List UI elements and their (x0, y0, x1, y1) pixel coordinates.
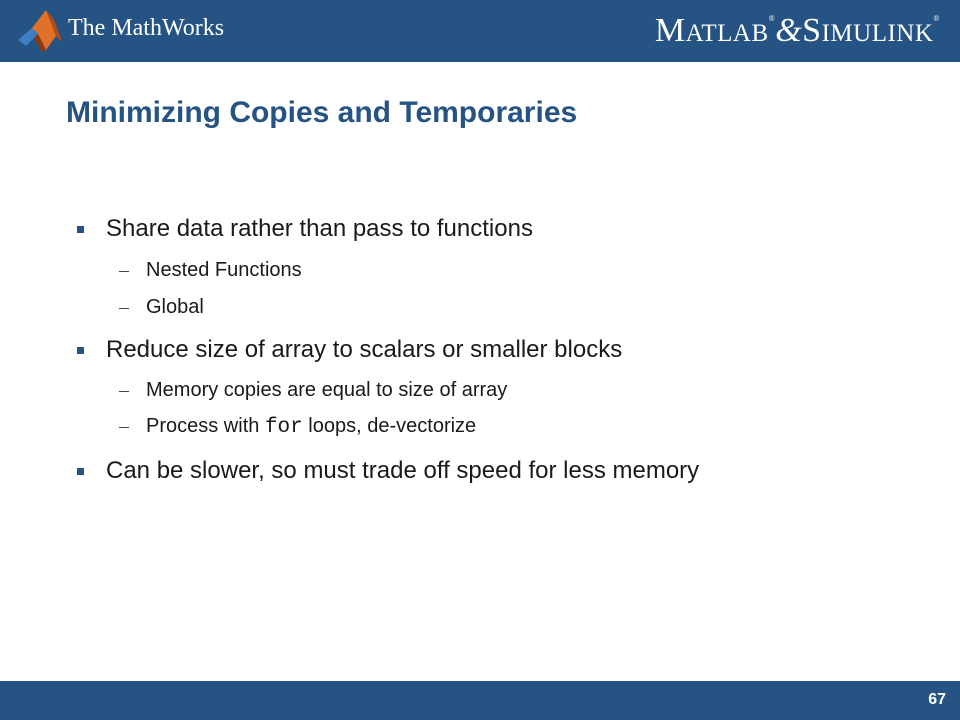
bullet-item (106, 215, 533, 243)
sub-bullet-text-after: loops, de-vectorize (302, 415, 477, 437)
sub-bullet-dash-icon (119, 391, 129, 392)
matlab-simulink-brand (655, 12, 940, 50)
sub-bullet-text-before: Process with (146, 415, 265, 437)
bullet-item (106, 457, 699, 485)
footer-bar (0, 681, 960, 720)
page-number: 67 (928, 691, 946, 708)
sub-bullet-item (146, 259, 302, 282)
bullet-square-icon (77, 226, 84, 233)
brand-amp: & (775, 12, 803, 49)
sub-bullet-dash-icon (119, 427, 129, 428)
code-keyword-for: for (264, 416, 303, 439)
bullet-square-icon (77, 347, 84, 354)
sub-bullet-dash-icon (119, 271, 129, 272)
sub-bullet-text: Global (146, 296, 204, 318)
brand-s: S (802, 12, 822, 49)
company-name: The MathWorks (68, 15, 225, 41)
sub-bullet-dash-icon (119, 308, 129, 309)
slide-title: Minimizing Copies and Temporaries (66, 96, 578, 129)
sub-bullet-item (146, 379, 507, 402)
brand-imulink: IMULINK (821, 20, 934, 47)
sub-bullet-text: Nested Functions (146, 259, 302, 281)
bullet-text: Share data rather than pass to functions (106, 215, 533, 242)
brand-atlab: ATLAB (685, 20, 769, 47)
sub-bullet-item (146, 415, 476, 439)
bullet-item (106, 336, 622, 364)
sub-bullet-text: Memory copies are equal to size of array (146, 379, 508, 401)
brand-m: M (654, 12, 686, 49)
header-bar (0, 0, 960, 62)
brand-reg-1: ® (768, 14, 776, 23)
bullet-text: Can be slower, so must trade off speed for less memory (106, 457, 700, 484)
bullet-square-icon (77, 468, 84, 475)
sub-bullet-item (146, 296, 204, 319)
brand-reg-2: ® (933, 14, 940, 23)
bullet-text: Reduce size of array to scalars or smaller blocks (106, 336, 623, 363)
mathworks-logo-icon (16, 6, 66, 54)
